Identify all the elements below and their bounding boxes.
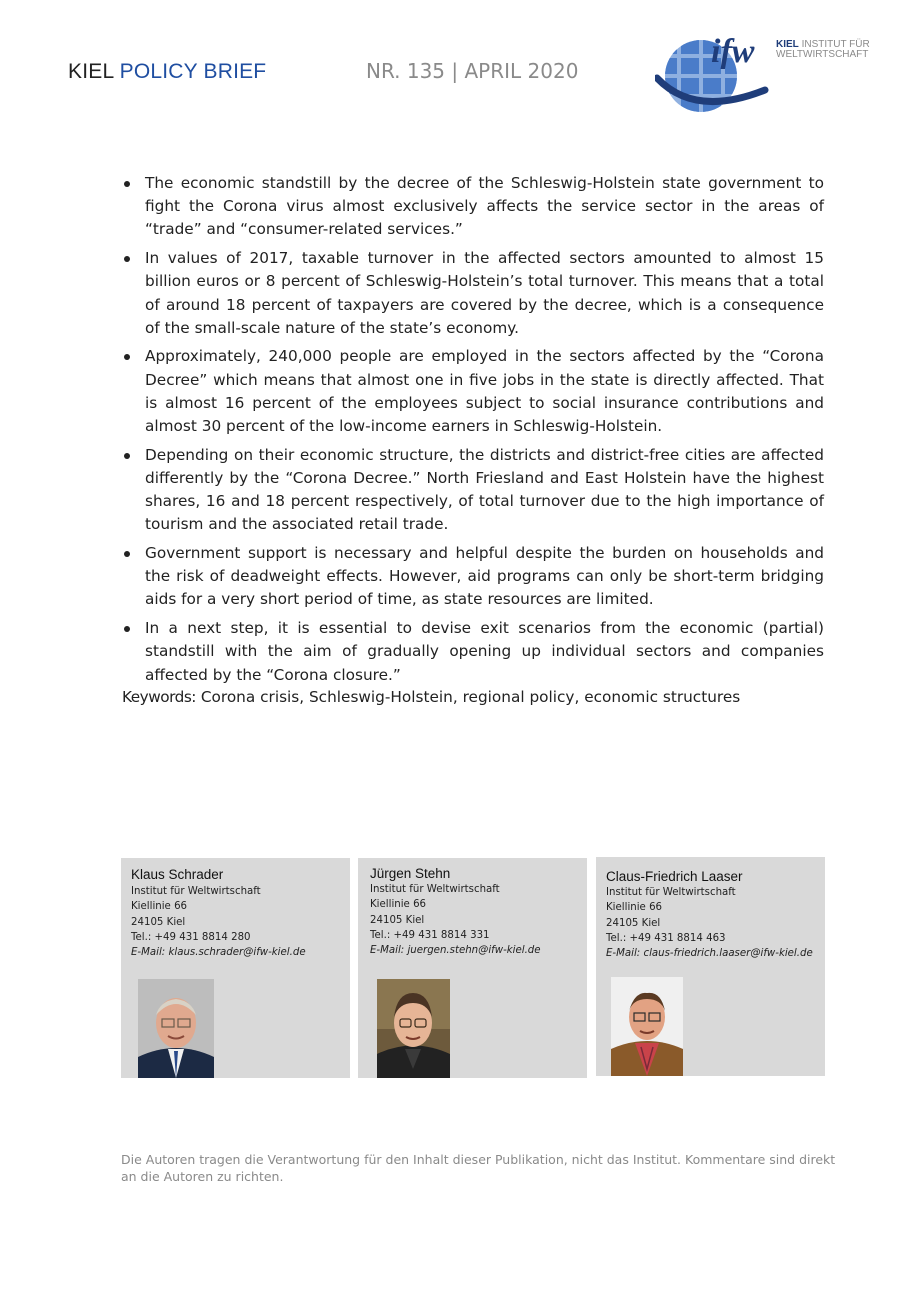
author-contact: Institut für Weltwirtschaft Kiellinie 66 24105 Kiel Tel.: +49 431 8814 463 E-Mail: claus-friedrich.laaser@ifw-kiel.de [606, 885, 813, 961]
bullet-item: Government support is necessary and helpful despite the burden on households and the risk of deadweight effects. However, aid programs can only be short-term bridging aids for a very short period of time, as state resources are limited. [122, 542, 824, 612]
keywords-text: Corona crisis, Schleswig-Holstein, regional policy, economic structures [195, 688, 741, 706]
bullet-item: Depending on their economic structure, the districts and district-free cities are affected differently by the “Corona Decree.” North Friesland and East Holstein have the highest shares, 16 and 18 percent respectively, of total turnover due to the high importance of tourism and the associated retail trade. [122, 444, 824, 537]
summary-bullet-list [122, 172, 824, 692]
author-contact: Institut für Weltwirtschaft Kiellinie 66 24105 Kiel Tel.: +49 431 8814 280 E-Mail: klaus.schrader@ifw-kiel.de [131, 884, 306, 960]
bullet-icon [124, 181, 130, 187]
issue-number-date: NR. 135 | APRIL 2020 [366, 59, 579, 83]
logo-mark: ifw [711, 33, 755, 70]
publication-brand [68, 60, 266, 84]
brand-policy-brief: POLICY BRIEF [119, 60, 267, 83]
keywords-label: Keywords: [122, 688, 196, 706]
author-photo [377, 979, 450, 1078]
bullet-icon [124, 453, 130, 459]
bullet-icon [124, 551, 130, 557]
logo-kiel: KIEL [776, 39, 799, 50]
keywords-line [122, 688, 740, 706]
bullet-icon [124, 256, 130, 262]
author-email[interactable]: E-Mail: claus-friedrich.laaser@ifw-kiel.de [606, 948, 813, 960]
logo-weltwirtschaft: WELTWIRTSCHAFT [776, 49, 869, 60]
bullet-item: In values of 2017, taxable turnover in the affected sectors amounted to almost 15 billion euros or 8 percent of Schleswig-Holstein’s total turnover. This means that a total of around 18 percent of taxpayers are covered by the decree, which is a consequence of the small-scale nature of the state’s economy. [122, 247, 824, 340]
bullet-item: The economic standstill by the decree of the Schleswig-Holstein state government to fight the Corona virus almost exclusively affects the service sector in the areas of “trade” and “consumer-related services.” [122, 172, 824, 242]
author-contact: Institut für Weltwirtschaft Kiellinie 66 24105 Kiel Tel.: +49 431 8814 331 E-Mail: juergen.stehn@ifw-kiel.de [370, 882, 541, 958]
bullet-item: In a next step, it is essential to devise exit scenarios from the economic (partial) standstill with the aim of gradually opening up individual sectors and companies affected by the “Corona closure.” [122, 617, 824, 687]
author-card [596, 857, 825, 1076]
author-photo [138, 979, 214, 1078]
bullet-icon [124, 354, 130, 360]
author-name: Jürgen Stehn [370, 866, 451, 881]
logo-institut: INSTITUT FÜR [801, 39, 870, 50]
logo-institute-name [776, 40, 870, 60]
author-name: Claus-Friedrich Laaser [606, 869, 743, 884]
author-photo [611, 977, 683, 1076]
author-email[interactable]: E-Mail: klaus.schrader@ifw-kiel.de [131, 947, 306, 959]
bullet-item: Approximately, 240,000 people are employed in the sectors affected by the “Corona Decree” which means that almost one in five jobs in the state is directly affected. That is almost 16 percent of the employees subject to social insurance contributions and almost 30 percent of the low-income earners in Schleswig-Holstein. [122, 345, 824, 438]
author-card [358, 858, 587, 1078]
author-name: Klaus Schrader [131, 867, 224, 882]
brand-kiel: KIEL [68, 60, 114, 83]
author-email[interactable]: E-Mail: juergen.stehn@ifw-kiel.de [370, 945, 541, 957]
author-card [121, 858, 350, 1078]
disclaimer-footer: Die Autoren tragen die Verantwortung für den Inhalt dieser Publikation, nicht das Institut. Kommentare sind direkt an die Autoren zu richten. [121, 1152, 836, 1184]
bullet-icon [124, 626, 130, 632]
